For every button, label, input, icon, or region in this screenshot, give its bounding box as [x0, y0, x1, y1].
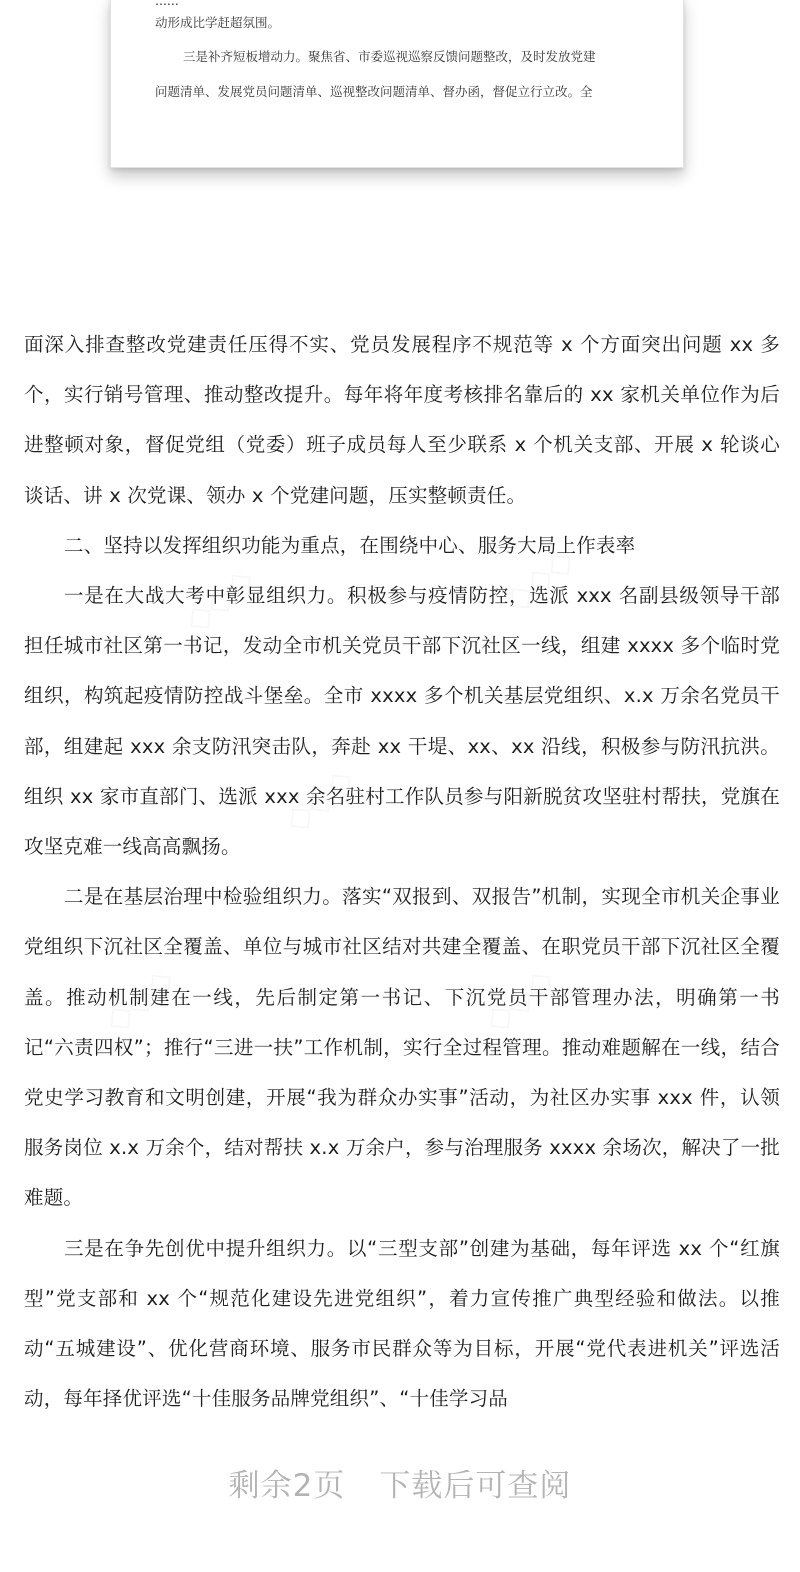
watermark-3: ◇◇◇ — [276, 759, 363, 841]
preview-line-3: 问题清单、发展党员问题清单、巡视整改问题清单、督办函，督促立行立改。全 — [155, 84, 593, 99]
page-preview-card — [110, 0, 684, 168]
paragraph-item-2: 二是在基层治理中检验组织力。落实“双报到、双报告”机制，实现全市机关企事业党组织下沉社区全覆盖、单位与城市社区结对共建全覆盖、在职党员干部下沉社区全覆盖。推动机制建在一线，先后制定第一书记、下沉党员干部管理办法，明确第一书记“六责四权”；推行“三进一扶”工作机制，实行全过程管理。推动难题解在一线，结合党史学习教育和文明创建，开展“我为群众办实事”活动，为社区办实事 xxx 件，认领服务岗位 x.x 万余个，结对帮扶 x.x 万余户，参与治理服务 xxxx 余场次，解决了一批难题。 — [24, 885, 780, 1210]
paragraph-continuation: 面深入排查整改党建责任压得不实、党员发展程序不规范等 x 个方面突出问题 xx 多个，实行销号管理、推动整改提升。每年将年度考核排名靠后的 xx 家机关单位作为后进整顿对象，督促党组（党委）班子成员每人至少联系 x 个机关支部、开展 x 轮谈心谈话、讲 x 次党课、领办 x 个党建问题，压实整顿责任。 — [24, 333, 780, 507]
watermark-2: ◇◇◇ — [496, 539, 583, 621]
paragraph-item-1: 一是在大战大考中彰显组织力。积极参与疫情防控，选派 xxx 名副县级领导干部担任城市社区第一书记，发动全市机关党员干部下沉社区一线，组建 xxxx 多个临时党组织，构筑起疫情防控战斗堡垒。全市 xxxx 多个机关基层党组织、x.x 万余名党员干部，组建起 xxx 余支防汛突击队，奔赴 xx 干堤、xx、xx 沿线，积极参与防汛抗洪。组织 xx 家市直部门、选派 xxx 余名驻村工作队员参与阳新脱贫攻坚驻村帮扶，党旗在攻坚克难一线高高飘扬。 — [24, 584, 780, 859]
paragraph-item-3: 三是在争先创优中提升组织力。以“三型支部”创建为基础，每年评选 xx 个“红旗型”党支部和 xx 个“规范化建设先进党组织”，着力宣传推广典型经验和做法。以推动“五城建设”、优化营商环境、服务市民群众等为目标，开展“党代表进机关”评选活动，每年择优评选“十佳服务品牌党组织”、“十佳学习品 — [24, 1236, 780, 1411]
watermark-1: ◇◇◇ — [176, 559, 263, 641]
preview-line-1: 动形成比学赶超氛围。 — [155, 15, 281, 30]
watermark-5: ◇◇◇ — [476, 959, 563, 1041]
remaining-pages-label: 剩余2页 — [228, 1468, 346, 1504]
preview-line-2: 三是补齐短板增动力。聚焦省、市委巡视巡察反馈问题整改，及时发放党建 — [183, 49, 596, 64]
remaining-pages-notice[interactable] — [0, 1460, 800, 1505]
download-to-view-label: 下载后可查阅 — [379, 1468, 572, 1504]
preview-clipped-line: ...... — [155, 0, 179, 8]
watermark-4: ◇◇◇ — [96, 959, 183, 1041]
document-body — [24, 320, 780, 1424]
section-heading: 二、坚持以发挥组织功能为重点，在围绕中心、服务大局上作表率 — [64, 533, 636, 557]
